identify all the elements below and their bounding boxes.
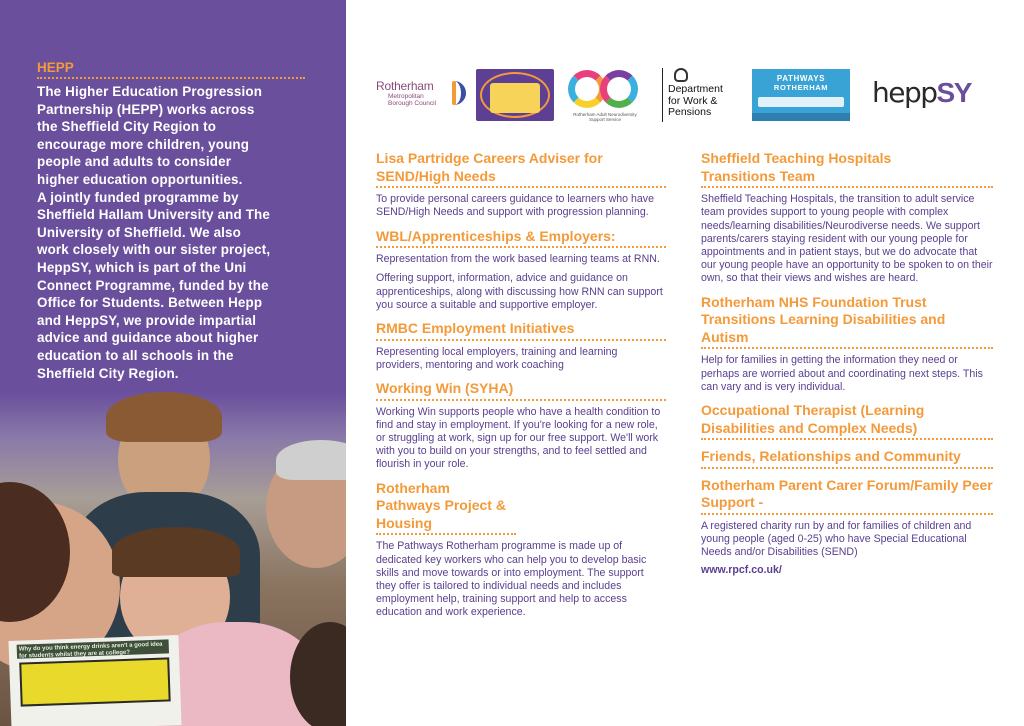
hepp-line: advice and guidance about higher xyxy=(37,330,259,346)
section-text: Working Win supports people who have a health condition to find and stay in employment. If you're looking for a new role, or struggling at work, sign up for our free support. We'll work with you to build on your strengths, and to feel settled and flourish in your role. xyxy=(376,405,661,471)
dwp-logo xyxy=(662,68,738,122)
section-title: Friends, Relationships and Community xyxy=(701,448,993,469)
section-wbl-apprenticeships xyxy=(376,228,666,312)
section-title: RMBC Employment Initiatives xyxy=(376,320,666,341)
royal-crest-icon xyxy=(674,68,688,82)
question-card-text: Why do you think energy drinks aren't a good idea for students whilst they are at college? xyxy=(18,641,163,660)
section-title: Rotherham NHS Foundation Trust Transitions Learning Disabilities and Autism xyxy=(701,294,993,350)
hepp-line: encourage more children, young xyxy=(37,136,250,152)
student-hair-center xyxy=(112,527,240,577)
section-friends-relationships xyxy=(701,448,993,469)
section-careers-adviser xyxy=(376,150,666,220)
section-working-win xyxy=(376,380,666,472)
hepp-line: the Sheffield City Region to xyxy=(37,119,217,135)
students-photo xyxy=(0,392,346,726)
services-column-2 xyxy=(701,150,993,584)
rpcf-website-link[interactable]: www.rpcf.co.uk/ xyxy=(701,563,782,576)
section-sheffield-hospitals xyxy=(701,150,993,286)
pathways-line-2: ROTHERHAM xyxy=(773,83,829,92)
section-title: Occupational Therapist (Learning Disabilities and Complex Needs) xyxy=(701,402,993,440)
heppsy-suffix: SY xyxy=(936,77,971,108)
section-rotherham-pathways xyxy=(376,480,666,620)
pathways-footer-bar xyxy=(752,113,850,121)
rmbc-name: Rotherham xyxy=(376,79,434,93)
section-parent-carer-forum xyxy=(701,477,993,576)
section-text: A registered charity run by and for families of children and young people (aged 0-25) who have Special Educational Needs and/or Disabilities (SEND) xyxy=(701,519,972,559)
rpcf-family-icon xyxy=(490,83,540,113)
hepp-line: A jointly funded programme by xyxy=(37,189,239,205)
hepp-line: The Higher Education Progression xyxy=(37,84,263,99)
pathways-line-1: PATHWAYS xyxy=(776,74,826,83)
section-text: Representing local employers, training and learning providers, mentoring and work coaching xyxy=(376,345,618,371)
section-text: Sheffield Teaching Hospitals, the transition to adult service team provides support to young people with complex needs/learning disabilities/Neurodiverse needs. We support parents/carers staying resident with our young people for appointments and in patient stays, but we do advocate that our young people have an opportunity to be spoken to on their own, so that their views and wishes are heard. xyxy=(701,193,993,285)
section-title: WBL/Apprenticeships & Employers: xyxy=(376,228,666,249)
question-card-answer-box xyxy=(19,657,170,706)
section-text: To provide personal careers guidance to learners who have SEND/High Needs and support with progression planning. xyxy=(376,193,654,219)
student-hair xyxy=(106,392,222,442)
pathways-rotherham-logo xyxy=(752,69,850,121)
left-panel xyxy=(0,0,346,726)
section-text: Help for families in getting the information they need or perhaps are worried about and coordinating next steps. This can vary and is very individual. xyxy=(701,354,983,393)
partner-logos xyxy=(376,66,996,126)
dwp-line: Pensions xyxy=(668,106,712,118)
section-text: Offering support, information, advice and guidance on apprenticeships, along with discussing how RNN can support you source a suitable and supportive employer. xyxy=(376,272,663,311)
hepp-line: Sheffield City Region. xyxy=(37,365,179,381)
hepp-line: University of Sheffield. We also xyxy=(37,224,241,240)
rotherham-parent-carers-forum-logo xyxy=(476,69,554,121)
hepp-line: people and adults to consider xyxy=(37,154,232,170)
dwp-line: Department xyxy=(668,83,723,95)
pathways-icons-strip xyxy=(758,97,844,107)
hepp-line: education to all schools in the xyxy=(37,347,234,363)
heppsy-prefix: hepp xyxy=(872,76,937,109)
section-text: Representation from the work based learning teams at RNN. xyxy=(376,253,660,266)
services-column-1 xyxy=(376,150,666,628)
hepp-line: HeppSY, which is part of the Uni xyxy=(37,259,247,275)
hepp-body xyxy=(37,83,305,382)
rotherham-council-logo xyxy=(376,79,468,113)
dwp-line: for Work & xyxy=(668,94,718,107)
hepp-heading: HEPP xyxy=(37,60,305,79)
hepp-line: Connect Programme, funded by the xyxy=(37,277,269,293)
hepp-line: work closely with our sister project, xyxy=(37,242,271,258)
section-text: The Pathways Rotherham programme is made up of dedicated key workers who can help you to develop basic skills and move towards or into employment. The support they offer is tailored to individual needs and includes employment help, training support and help to access education and work experience. xyxy=(376,540,647,619)
section-title: Working Win (SYHA) xyxy=(376,380,666,401)
rmbc-sub-2: Borough Council xyxy=(388,100,437,107)
hepp-line: Sheffield Hallam University and The xyxy=(37,207,270,223)
rmbc-sub-1: Metropolitan xyxy=(388,93,424,100)
teacher-hair xyxy=(276,440,346,480)
hepp-line: Partnership (HEPP) works across xyxy=(37,101,255,117)
hepp-line: higher education opportunities. xyxy=(37,171,243,187)
section-title: Lisa Partridge Careers Adviser for SEND/High Needs xyxy=(376,150,666,188)
section-rmbc-employment xyxy=(376,320,666,372)
section-title: Rotherham Parent Carer Forum/Family Peer Support - xyxy=(701,477,993,515)
rans-logo xyxy=(566,68,644,122)
hepp-line: Office for Students. Between Hepp xyxy=(37,295,263,311)
rans-caption: Rotherham Adult Neurodiversity Support Service xyxy=(573,112,637,122)
section-title: Sheffield Teaching Hospitals Transitions Team xyxy=(701,150,993,188)
section-title: Rotherham Pathways Project & Housing xyxy=(376,480,516,536)
heppsy-logo xyxy=(872,76,972,110)
section-occupational-therapist xyxy=(701,402,993,440)
question-card xyxy=(8,635,181,726)
hepp-line: and HeppSY, we provide impartial xyxy=(37,312,257,328)
student-hair-right xyxy=(290,622,346,726)
rans-infinity-right-icon xyxy=(600,70,638,108)
hepp-intro xyxy=(37,60,305,382)
section-rotherham-nhs xyxy=(701,294,993,394)
